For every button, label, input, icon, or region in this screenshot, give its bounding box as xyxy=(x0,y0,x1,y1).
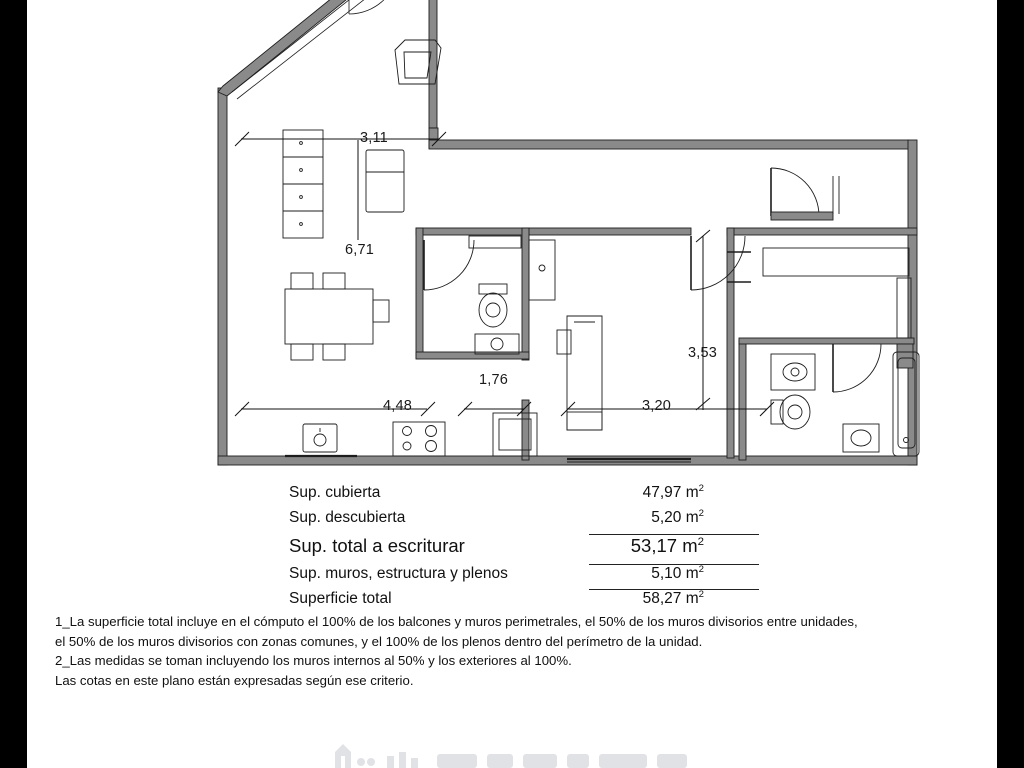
area-number: 58,27 xyxy=(642,590,682,607)
area-label: Sup. cubierta xyxy=(289,484,381,501)
area-row-total-escriturar xyxy=(289,534,759,564)
area-row xyxy=(289,484,759,509)
area-value xyxy=(589,509,759,527)
area-unit: m xyxy=(685,590,699,607)
area-label: Sup. descubierta xyxy=(289,509,406,526)
dimension-label-4-48: 4,48 xyxy=(383,398,413,414)
area-number: 5,10 xyxy=(651,565,682,582)
area-number: 5,20 xyxy=(651,509,682,526)
area-unit: m xyxy=(685,565,699,582)
note-line: 2_Las medidas se toman incluyendo los muros internos al 50% y los exteriores al 100%. xyxy=(55,653,572,668)
area-unit: m xyxy=(685,484,699,501)
area-row xyxy=(289,564,759,589)
areas-summary-table xyxy=(289,484,759,614)
plan-sheet xyxy=(27,0,997,768)
note-line: el 50% de los muros divisorios con zonas comunes, y el 100% de los plenos dentro del perímetro de la unidad. xyxy=(55,633,703,649)
area-number: 53,17 xyxy=(630,535,678,556)
area-value xyxy=(589,589,759,608)
area-row xyxy=(289,509,759,534)
area-unit: m xyxy=(685,509,699,526)
area-label: Superficie total xyxy=(289,590,392,607)
area-row-superficie-total xyxy=(289,589,759,614)
area-unit-exponent: 2 xyxy=(698,482,704,494)
dimension-label-3-20: 3,20 xyxy=(642,398,672,414)
area-label: Sup. muros, estructura y plenos xyxy=(289,565,508,582)
dimension-label-6-71: 6,71 xyxy=(345,242,375,258)
dimension-label-1-76: 1,76 xyxy=(479,372,509,388)
note-line: Las cotas en este plano están expresadas según ese criterio. xyxy=(55,672,414,688)
area-value xyxy=(589,534,759,557)
area-value xyxy=(589,484,759,502)
floor-plan-drawing xyxy=(27,0,997,480)
watermark-logo xyxy=(317,742,737,768)
area-label: Sup. total a escriturar xyxy=(289,535,465,556)
area-unit-exponent: 2 xyxy=(697,535,704,548)
area-unit-exponent: 2 xyxy=(698,563,704,575)
legal-notes xyxy=(55,612,975,690)
area-unit-exponent: 2 xyxy=(698,588,704,600)
dimension-label-3-11: 3,11 xyxy=(360,130,388,146)
area-value xyxy=(589,564,759,583)
area-number: 47,97 xyxy=(642,484,682,501)
dimension-label-3-53: 3,53 xyxy=(688,345,718,361)
area-unit: m xyxy=(682,535,698,556)
note-line: 1_La superficie total incluye en el cómputo el 100% de los balcones y muros perimetrales, el 50% de los muros divisorios entre unidades, xyxy=(55,614,858,629)
area-unit-exponent: 2 xyxy=(698,507,704,519)
